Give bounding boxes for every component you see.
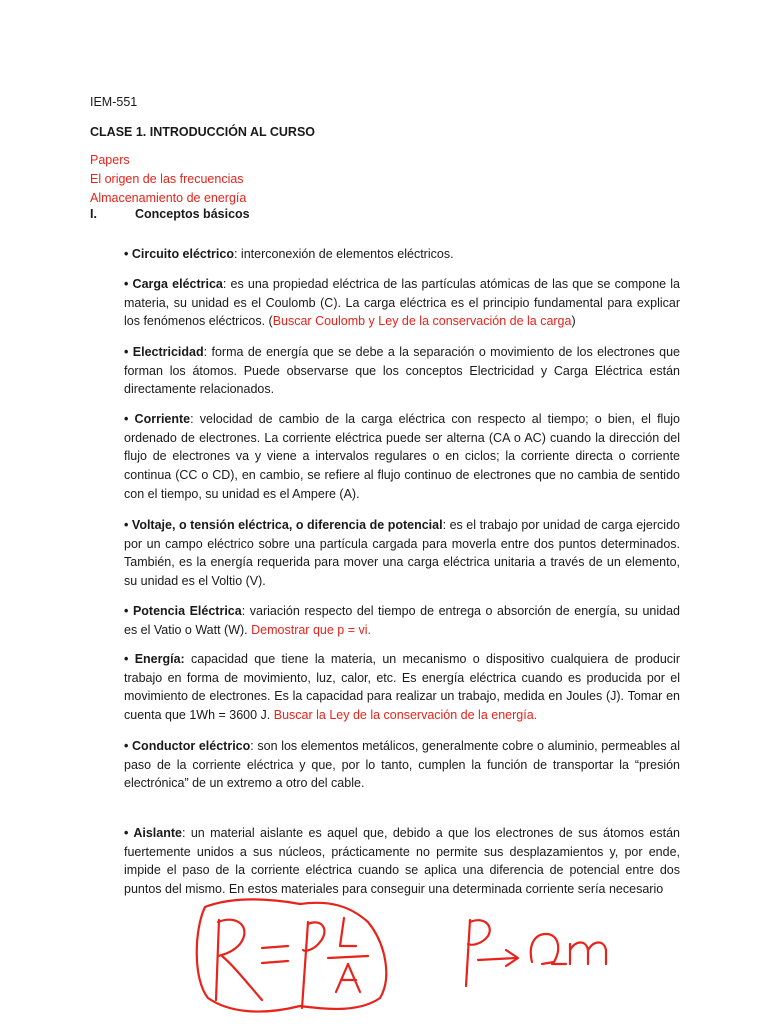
section-title: Conceptos básicos <box>135 207 250 221</box>
section-number: I. <box>90 207 97 221</box>
handwritten-formula <box>0 860 768 1024</box>
concept-label: Circuito eléctrico <box>131 247 234 261</box>
red-annotation: Buscar Coulomb y Ley de la conservación de la carga <box>272 314 572 329</box>
concept-text: : son los elementos metálicos, generalmente cobre o aluminio, permeables al paso de la corriente eléctrica y que, por lo tanto, cumplen la función de transportar la “presión electrónica” de un extremo a otro del cable. <box>124 739 680 791</box>
concept-label: Carga eléctrica <box>132 277 223 291</box>
concept-item: • Corriente: velocidad de cambio de la carga eléctrica con respecto al tiempo; o bien, el flujo ordenado de electrones. La corriente eléctrica puede ser alterna (CA o AC) cuando la dirección del flujo de electrones va y viene a intervalos regulares o en ciclos; la corriente directa o corriente continua (CC o CD), en cambio, se refiere al flujo continuo de electrones que no cambia de sentido con el tiempo, su unidad es el Ampere (A). <box>124 412 680 501</box>
concept-item: • Circuito eléctrico: interconexión de elementos eléctricos. <box>124 247 454 261</box>
concept-text: : es una propiedad eléctrica de las partículas atómicas de las que se compone la materia, su unidad es el Coulomb (C). La carga eléctrica es el principio fundamental para explicar los fenómenos eléctricos. ( <box>124 277 680 329</box>
course-code: IEM-551 <box>90 95 138 109</box>
red-note-2: El origen de las frecuencias <box>90 172 244 186</box>
concept-label: Voltaje, o tensión eléctrica, o diferencia de potencial <box>131 518 443 532</box>
concept-label: Conductor eléctrico <box>132 739 251 753</box>
concept-item: • Voltaje, o tensión eléctrica, o diferencia de potencial: es el trabajo por unidad de carga ejercido por un campo eléctrico sobre una partícula cargada para moverla entre dos puntos determinados. También, es la energía requerida para mover una carga eléctrica unitaria a través de un elemento, su unidad es el Voltio (V). <box>124 518 680 589</box>
concept-text: : velocidad de cambio de la carga eléctrica con respecto al tiempo; o bien, el flujo ordenado de electrones. La corriente eléctrica puede ser alterna (CA o AC) cuando la dirección del flujo de electrones va y viene a intervalos regulares o en ciclos; la corriente directa o corriente continua (CC o CD), en cambio, se refiere al flujo continuo de electrones que no cambia de sentido con el tiempo, su unidad es el Ampere (A). <box>124 412 680 501</box>
concept-text: : un material aislante es aquel que, debido a que los electrones de sus átomos están fuertemente unidos a sus núcleos, prácticamente no permite sus desplazamientos y, por ende, impide el paso de la corriente eléctrica cuando se aplica una diferencia de potencial entre dos puntos del mismo. En estos materiales para conseguir una determinada corriente sería necesario <box>124 826 680 897</box>
concept-text: capacidad que tiene la materia, un mecanismo o dispositivo cualquiera de producir trabajo en forma de movimiento, luz, calor, etc. Es energía eléctrica cuando es producida por el movimiento de electrones. Es la capacidad para realizar un trabajo, medida en Joules (J). Tomar en cuenta que 1Wh = 3600 J. <box>124 652 680 723</box>
concept-item: • Carga eléctrica: es una propiedad eléctrica de las partículas atómicas de las que se compone la materia, su unidad es el Coulomb (C). La carga eléctrica es el principio fundamental para explicar los fenómenos eléctricos. (Buscar Coulomb y Ley de la conservación de la carga) <box>124 277 680 329</box>
concept-label: Corriente <box>134 412 191 426</box>
concept-item: • Potencia Eléctrica: variación respecto del tiempo de entrega o absorción de energía, su unidad es el Vatio o Watt (W). Demostrar que p = vi. <box>124 604 680 637</box>
concept-item: • Conductor eléctrico: son los elementos metálicos, generalmente cobre o aluminio, permeables al paso de la corriente eléctrica y que, por lo tanto, cumplen la función de transportar la “presión electrónica” de un extremo a otro del cable. <box>124 739 680 791</box>
red-note-1: Papers <box>90 153 130 167</box>
red-annotation: Buscar la Ley de la conservación de la energía. <box>273 708 538 723</box>
concept-text: : forma de energía que se debe a la separación o movimiento de los electrones que forman los átomos. Puede observarse que los conceptos Electricidad y Carga Eléctrica están directamente relacionados. <box>124 345 680 397</box>
concept-item: • Energía: capacidad que tiene la materia, un mecanismo o dispositivo cualquiera de producir trabajo en forma de movimiento, luz, calor, etc. Es energía eléctrica cuando es producida por el movimiento de electrones. Es la capacidad para realizar un trabajo, medida en Joules (J). Tomar en cuenta que 1Wh = 3600 J. Buscar la Ley de la conservación de la energía. <box>124 652 680 723</box>
concept-label: Aislante <box>133 826 182 840</box>
concept-text: : es el trabajo por unidad de carga ejercido por un campo eléctrico sobre una partícula cargada para moverla entre dos puntos determinados. También, es la energía requerida para mover una carga eléctrica unitaria a través de un elemento, su unidad es el Voltio (V). <box>124 518 680 589</box>
concept-text-after: ) <box>571 314 576 329</box>
class-title: CLASE 1. INTRODUCCIÓN AL CURSO <box>90 125 316 139</box>
red-annotation: Demostrar que p = vi. <box>251 622 371 637</box>
concept-label: Potencia Eléctrica <box>132 604 242 618</box>
concept-item: • Aislante: un material aislante es aquel que, debido a que los electrones de sus átomos están fuertemente unidos a sus núcleos, prácticamente no permite sus desplazamientos y, por ende, impide el paso de la corriente eléctrica cuando se aplica una diferencia de potencial entre dos puntos del mismo. En estos materiales para conseguir una determinada corriente sería necesario <box>124 826 680 897</box>
concept-label: Energía: <box>134 652 185 666</box>
concept-label: Electricidad <box>132 345 204 359</box>
concept-item: • Electricidad: forma de energía que se debe a la separación o movimiento de los electrones que forman los átomos. Puede observarse que los conceptos Electricidad y Carga Eléctrica están directamente relacionados. <box>124 345 680 397</box>
concept-text: : variación respecto del tiempo de entrega o absorción de energía, su unidad es el Vatio o Watt (W). <box>124 604 680 637</box>
concept-text: : interconexión de elementos eléctricos. <box>233 247 454 261</box>
red-note-3: Almacenamiento de energía <box>90 191 247 205</box>
